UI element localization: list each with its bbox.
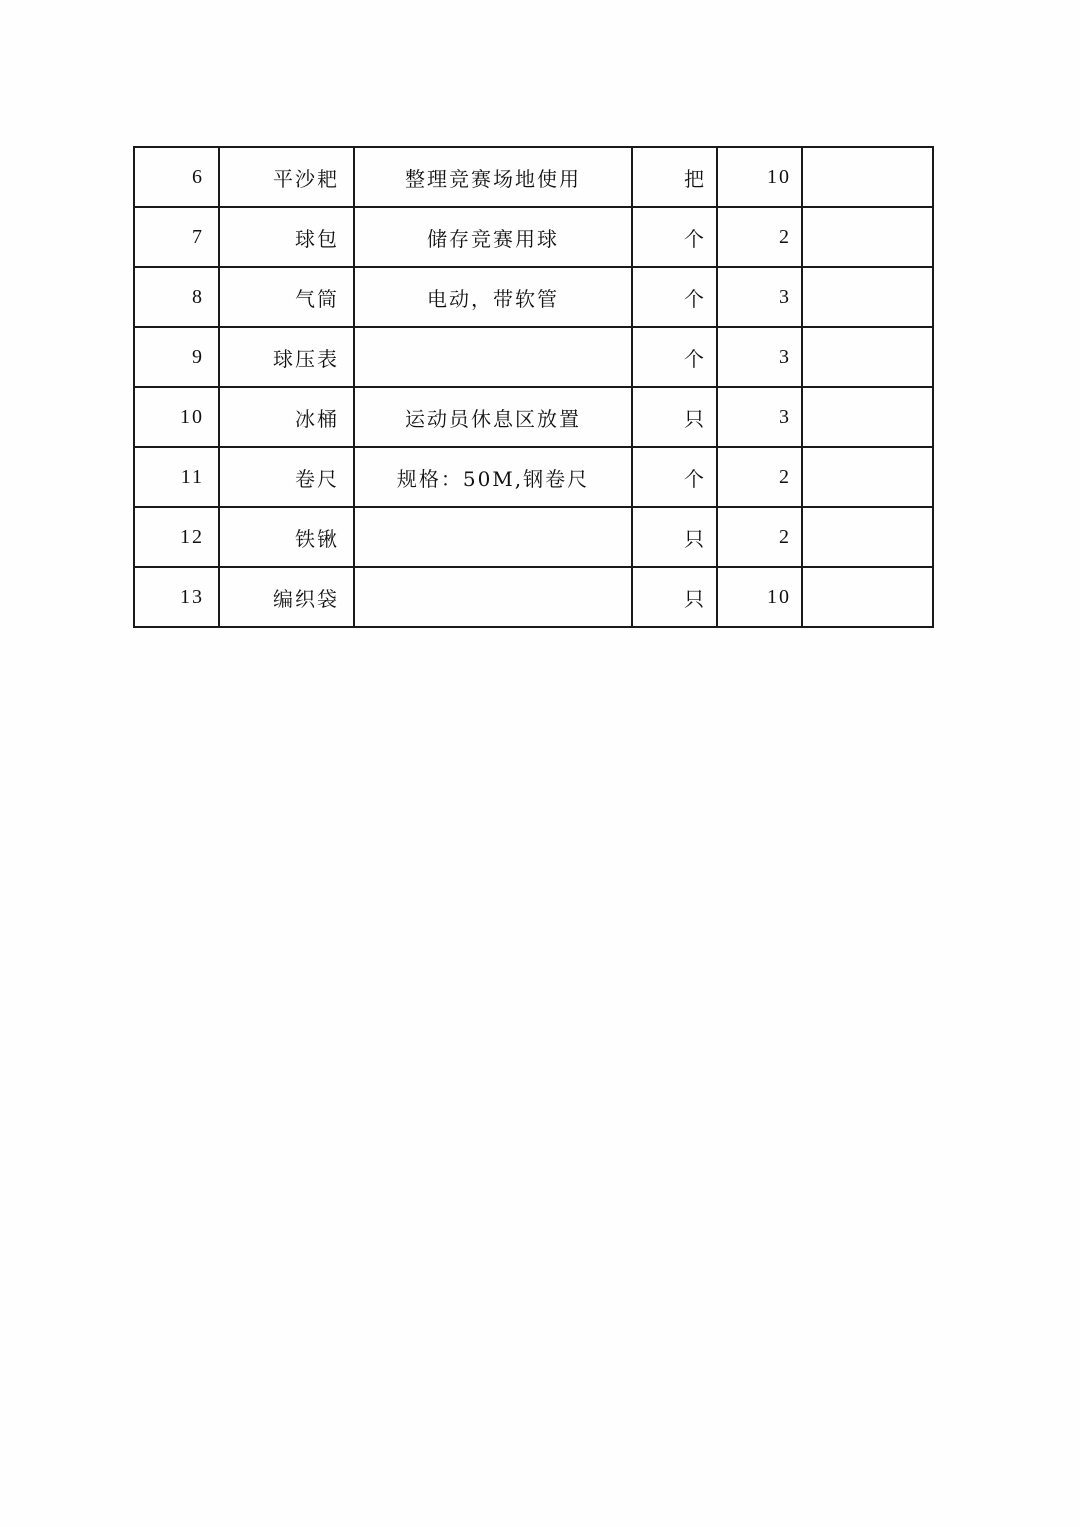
item-quantity: 2: [717, 447, 802, 507]
item-number: 7: [134, 207, 219, 267]
table-row: [134, 327, 933, 387]
item-unit: 只: [632, 567, 717, 627]
item-number: 13: [134, 567, 219, 627]
item-usage: 整理竞赛场地使用: [354, 147, 632, 207]
item-usage: 运动员休息区放置: [354, 387, 632, 447]
item-note: [802, 267, 933, 327]
item-unit: 只: [632, 387, 717, 447]
table-row: [134, 567, 933, 627]
item-usage: 电动，带软管: [354, 267, 632, 327]
item-unit: 个: [632, 447, 717, 507]
item-unit: 只: [632, 507, 717, 567]
item-quantity: 2: [717, 507, 802, 567]
item-name: 冰桶: [219, 387, 354, 447]
item-number: 6: [134, 147, 219, 207]
item-unit: 个: [632, 207, 717, 267]
item-quantity: 3: [717, 267, 802, 327]
item-number: 8: [134, 267, 219, 327]
item-number: 10: [134, 387, 219, 447]
item-name: 球压表: [219, 327, 354, 387]
item-unit: 个: [632, 327, 717, 387]
table-row: [134, 147, 933, 207]
table-row: [134, 387, 933, 447]
item-name: 气筒: [219, 267, 354, 327]
equipment-table: [133, 146, 934, 628]
table-row: [134, 267, 933, 327]
item-usage: 储存竞赛用球: [354, 207, 632, 267]
item-unit: 个: [632, 267, 717, 327]
item-note: [802, 507, 933, 567]
item-number: 11: [134, 447, 219, 507]
item-name: 球包: [219, 207, 354, 267]
item-quantity: 3: [717, 387, 802, 447]
item-name: 卷尺: [219, 447, 354, 507]
item-number: 9: [134, 327, 219, 387]
table-row: [134, 207, 933, 267]
table-row: [134, 447, 933, 507]
item-unit: 把: [632, 147, 717, 207]
item-name: 平沙耙: [219, 147, 354, 207]
item-usage: 规格：50M,钢卷尺: [354, 447, 632, 507]
item-note: [802, 567, 933, 627]
item-name: 编织袋: [219, 567, 354, 627]
item-usage: [354, 327, 632, 387]
item-usage: [354, 567, 632, 627]
item-quantity: 2: [717, 207, 802, 267]
item-quantity: 10: [717, 147, 802, 207]
item-note: [802, 387, 933, 447]
item-note: [802, 207, 933, 267]
item-note: [802, 147, 933, 207]
item-name: 铁锹: [219, 507, 354, 567]
table-row: [134, 507, 933, 567]
item-note: [802, 327, 933, 387]
item-quantity: 3: [717, 327, 802, 387]
item-quantity: 10: [717, 567, 802, 627]
item-note: [802, 447, 933, 507]
item-usage: [354, 507, 632, 567]
item-number: 12: [134, 507, 219, 567]
